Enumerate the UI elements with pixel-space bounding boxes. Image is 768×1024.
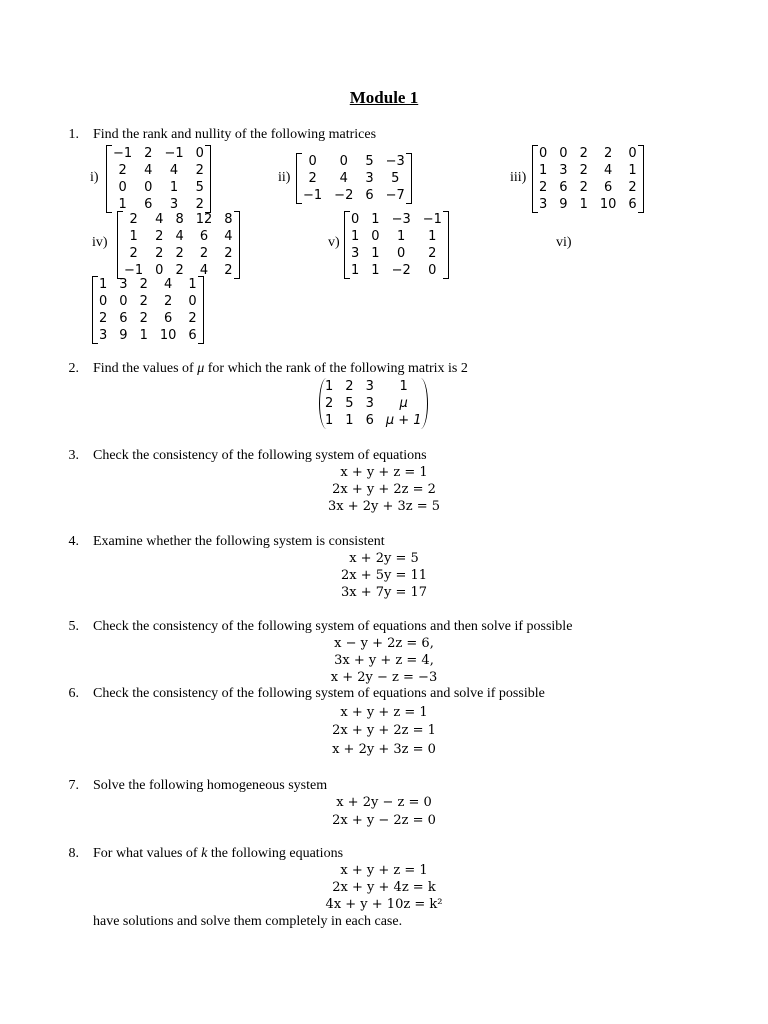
equation: 3x + 7y = 17 [340,585,428,600]
matrix-cell: 2 [579,146,588,161]
matrix-row [345,262,448,279]
matrix-label-iii: iii) [510,170,527,185]
matrix-cell: 2 [175,263,184,278]
matrix-cell: 1 [397,229,406,244]
matrix-cell: 2 [345,379,354,394]
matrix-cell: 4 [163,277,173,292]
matrix-cell: 2 [308,171,317,186]
matrix-cell: 1 [351,229,360,244]
matrix-cell: 2 [163,294,173,309]
matrix-cell: 1 [371,212,380,227]
equation: 2x + 5y = 11 [340,568,428,583]
equation: x + y + z = 1 [340,705,428,720]
matrix-cell: 6 [199,229,209,244]
matrix-row [345,211,448,228]
matrix-cell: 4 [339,171,348,186]
matrix-row [93,327,203,344]
question-number: 8. [68,846,79,861]
matrix-cell: 0 [308,154,317,169]
matrix-cell: 5 [365,154,374,169]
matrix-cell: 2 [195,163,204,178]
equation: x − y + 2z = 6, [334,636,434,651]
matrix-cell: 1 [579,197,588,212]
matrix-cell: 2 [155,246,164,261]
equation: 2x + y + 2z = 2 [332,482,436,497]
matrix-row [107,179,210,196]
matrix-row [319,412,428,429]
matrix-cell: 9 [559,197,568,212]
matrix-cell: μ + 1 [385,413,422,428]
matrix-cell: 2 [129,212,138,227]
matrix-cell: 0 [118,180,127,195]
matrix-cell: 6 [603,180,613,195]
matrix-row [107,162,210,179]
matrix-row [533,145,643,162]
matrix-cell: −2 [334,188,354,203]
matrix-cell: 3 [559,163,568,178]
matrix-cell: 4 [144,163,153,178]
matrix-cell: 10 [599,197,617,212]
matrix-cell: 3 [539,197,548,212]
matrix-cell: 2 [428,246,437,261]
matrix-cell: −1 [303,188,323,203]
matrix-cell: −2 [391,263,411,278]
matrix-cell: 1 [628,163,637,178]
matrix-row [118,211,239,228]
matrix-cell: 5 [345,396,354,411]
matrix-cell: 9 [119,328,128,343]
matrix-row [297,153,411,170]
matrix-cell: 1 [539,163,548,178]
matrix-cell: 2 [325,396,334,411]
matrix-cell: 2 [199,246,209,261]
matrix-cell: 3 [365,379,374,394]
matrix-cell: 0 [559,146,568,161]
matrix-cell: 3 [365,171,374,186]
matrix-cell: 6 [559,180,568,195]
matrix-cell: 2 [603,146,613,161]
matrix-cell: 1 [351,263,360,278]
matrix-i [106,145,211,213]
matrix-cell: 6 [628,197,637,212]
matrix-cell: 6 [119,311,128,326]
matrix-mu [319,378,428,429]
matrix-cell: 0 [371,229,380,244]
matrix-cell: 0 [351,212,360,227]
matrix-cell: 2 [224,246,233,261]
matrix-cell: 3 [99,328,108,343]
matrix-cell: −1 [164,146,184,161]
matrix-cell: 5 [391,171,400,186]
matrix-cell: 2 [129,246,138,261]
question-text: Examine whether the following system is consistent [93,534,385,549]
equation: 3x + y + z = 4, [334,653,434,668]
matrix-cell: 6 [365,413,374,428]
equation: x + y + z = 1 [340,465,428,480]
matrix-cell: 2 [579,163,588,178]
matrix-iii [532,145,644,213]
matrix-cell: 2 [144,146,153,161]
matrix-cell: 2 [579,180,588,195]
matrix-cell: 0 [539,146,548,161]
question-number: 3. [68,448,79,463]
matrix-cell: 3 [169,197,179,212]
matrix-cell: 1 [371,246,380,261]
matrix-row [107,145,210,162]
matrix-label-i: i) [90,170,99,185]
matrix-vi [92,276,204,344]
matrix-row [319,378,428,395]
matrix-cell: 10 [159,328,177,343]
matrix-cell: 4 [169,163,179,178]
matrix-cell: 1 [169,180,179,195]
matrix-cell: 1 [345,413,354,428]
matrix-cell: 1 [399,379,408,394]
matrix-cell: 1 [371,263,380,278]
matrix-cell: 3 [365,396,374,411]
matrix-cell: 2 [139,277,148,292]
matrix-cell: 0 [397,246,406,261]
matrix-cell: 6 [144,197,153,212]
equation: 4x + y + 10z = k² [325,897,443,912]
matrix-row [118,228,239,245]
matrix-cell: 0 [428,263,437,278]
question-number: 7. [68,778,79,793]
question-number: 6. [68,686,79,701]
matrix-label-vi: vi) [556,235,572,250]
equation: x + 2y − z = 0 [336,795,432,810]
matrix-cell: 1 [428,229,437,244]
matrix-row [118,245,239,262]
equation: x + 2y + 3z = 0 [332,742,436,757]
matrix-row [319,395,428,412]
matrix-cell: 6 [163,311,173,326]
matrix-v [344,211,449,279]
matrix-iv [117,211,240,279]
matrix-row [345,228,448,245]
question-number: 4. [68,534,79,549]
matrix-cell: 8 [224,212,233,227]
question-text: Check the consistency of the following system of equations and solve if possible [93,686,545,701]
equation: x + 2y − z = −3 [330,670,438,685]
page-title: Module 1 [349,88,419,107]
matrix-cell: −3 [391,212,411,227]
equation: 2x + y + 2z = 1 [332,723,436,738]
matrix-cell: 2 [628,180,637,195]
matrix-row [533,196,643,213]
equation: x + y + z = 1 [340,863,428,878]
matrix-row [93,276,203,293]
matrix-cell: 0 [195,146,204,161]
matrix-cell: 1 [118,197,127,212]
matrix-row [297,170,411,187]
matrix-cell: 0 [188,294,197,309]
matrix-cell: 0 [99,294,108,309]
matrix-cell: 1 [99,277,108,292]
matrix-cell: 0 [628,146,637,161]
matrix-cell: 4 [175,229,184,244]
matrix-cell: 2 [118,163,127,178]
matrix-cell: 8 [175,212,184,227]
matrix-cell: −3 [385,154,405,169]
question-text: Find the values of μ for which the rank of the following matrix is 2 [93,361,468,376]
matrix-cell: 12 [195,212,213,227]
matrix-row [297,187,411,204]
matrix-cell: 4 [224,229,233,244]
matrix-label-iv: iv) [92,235,108,250]
matrix-cell: 4 [603,163,613,178]
matrix-cell: 2 [188,311,197,326]
equation: 3x + 2y + 3z = 5 [327,499,441,514]
question-text: For what values of k the following equations [93,846,344,861]
matrix-cell: −1 [422,212,442,227]
matrix-cell: 2 [139,294,148,309]
matrix-cell: −1 [113,146,133,161]
matrix-label-ii: ii) [278,170,291,185]
matrix-cell: 0 [339,154,348,169]
matrix-cell: 1 [139,328,148,343]
matrix-cell: 1 [188,277,197,292]
matrix-row [533,179,643,196]
matrix-cell: 4 [155,212,164,227]
matrix-cell: 0 [155,263,164,278]
matrix-label-v: v) [328,235,340,250]
equation: 2x + y + 4z = k [332,880,436,895]
matrix-row [93,310,203,327]
matrix-cell: 0 [144,180,153,195]
matrix-cell: 2 [99,311,108,326]
matrix-cell: 2 [139,311,148,326]
equation: x + 2y = 5 [349,551,419,566]
matrix-cell: 3 [119,277,128,292]
matrix-cell: 6 [365,188,374,203]
matrix-cell: 1 [325,379,334,394]
matrix-cell: 4 [199,263,209,278]
question-text: Solve the following homogeneous system [93,778,328,793]
matrix-cell: 0 [119,294,128,309]
matrix-cell: 1 [325,413,334,428]
matrix-cell: 6 [188,328,197,343]
matrix-cell: μ [399,396,408,411]
question-closing-text: have solutions and solve them completely in each case. [93,914,403,929]
matrix-cell: 2 [224,263,233,278]
matrix-cell: −7 [385,188,405,203]
question-number: 2. [68,361,79,376]
question-text: Check the consistency of the following system of equations and then solve if possible [93,619,573,634]
matrix-cell: 2 [195,197,204,212]
question-number: 1. [68,127,79,142]
matrix-cell: 2 [155,229,164,244]
matrix-row [93,293,203,310]
matrix-cell: −1 [124,263,144,278]
matrix-cell: 2 [539,180,548,195]
matrix-cell: 3 [351,246,360,261]
matrix-row [345,245,448,262]
equation: 2x + y − 2z = 0 [332,813,436,828]
question-text: Check the consistency of the following system of equations [93,448,427,463]
matrix-cell: 2 [175,246,184,261]
question-number: 5. [68,619,79,634]
question-text: Find the rank and nullity of the following matrices [93,127,377,142]
matrix-cell: 1 [129,229,138,244]
matrix-ii [296,153,412,204]
matrix-cell: 5 [195,180,204,195]
matrix-row [533,162,643,179]
